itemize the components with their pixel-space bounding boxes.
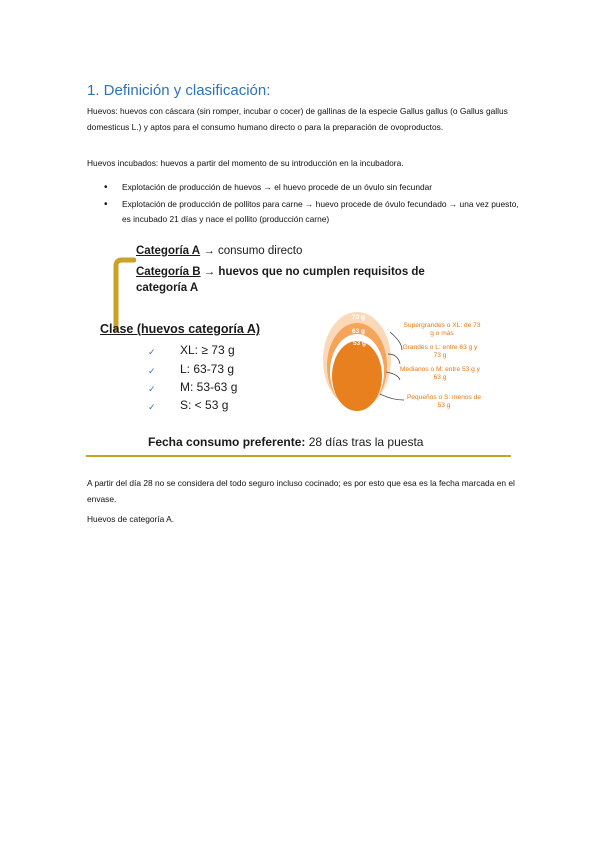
bullet-list [104, 180, 524, 229]
check-icon: ✓ [148, 402, 156, 412]
egg-size-63: 63 g [352, 328, 366, 335]
clase-xl: XL: ≥ 73 g [180, 343, 235, 357]
category-b-text: → huevos que no cumplen requisitos de categoría A [136, 266, 425, 294]
section-heading: 1. Definición y clasificación: [87, 82, 271, 99]
category-b-label: Categoría B [136, 266, 201, 278]
egg-size-53: 53 g [353, 340, 367, 347]
clase-m: M: 53-63 g [180, 380, 238, 394]
divider [86, 455, 511, 457]
egg-label-s: Pequeños o S: menos de 53 g [406, 394, 482, 409]
list-item [104, 180, 524, 196]
incubados-paragraph: Huevos incubados: huevos a partir del momento de su introducción en la incubadora. [87, 158, 404, 168]
fecha-label: Fecha consumo preferente: [148, 435, 306, 449]
bullet-icon: • [104, 198, 108, 210]
after-paragraph: A partir del día 28 no se considera del todo seguro incluso cocinado; es por esto que esa es la fecha marcada en el envase. [87, 478, 515, 504]
egg-label-m: Medianos o M: entre 53 g y 63 g [400, 366, 480, 381]
category-a-text: → consumo directo [200, 245, 303, 257]
category-b [136, 264, 466, 296]
check-icon: ✓ [148, 347, 156, 357]
bullet-text: Explotación de producción de huevos → el huevo procede de un óvulo sin fecundar [122, 182, 433, 192]
clase-l: L: 63-73 g [180, 362, 235, 376]
clase-title [100, 322, 260, 336]
egg-label-l: Grandes o L: entre 63 g y 73 g [402, 344, 478, 359]
category-a-label: Categoría A [136, 245, 201, 257]
fecha-text: 28 días tras la puesta [305, 435, 424, 449]
egg-classification-figure [100, 240, 520, 460]
category-a [136, 245, 302, 257]
egg-label-xl: Supergrandes o XL: de 73 g o más [403, 322, 481, 337]
list-item [104, 197, 524, 228]
check-icon: ✓ [148, 366, 156, 376]
check-icon: ✓ [148, 384, 156, 394]
category-a-paragraph: Huevos de categoría A. [87, 514, 175, 524]
intro-paragraph: Huevos: huevos con cáscara (sin romper, incubar o cocer) de gallinas de la especie Gallus gallus (o Gallus gallus domesticus L.) y aptos para el consumo humano directo o para la preparación de ovoproductos. [87, 106, 508, 132]
clase-s: S: < 53 g [180, 398, 229, 412]
egg-size-73: 73 g [352, 314, 366, 321]
bullet-text: Explotación de producción de pollitos para carne → huevo procede de óvulo fecundado → una vez puesto, es incubado 21 días y nace el pollito (producción carne) [122, 198, 519, 224]
clase-title-text: Clase (huevos categoría A) [100, 322, 261, 336]
fecha-consumo [148, 435, 423, 449]
bullet-icon: • [104, 182, 108, 193]
